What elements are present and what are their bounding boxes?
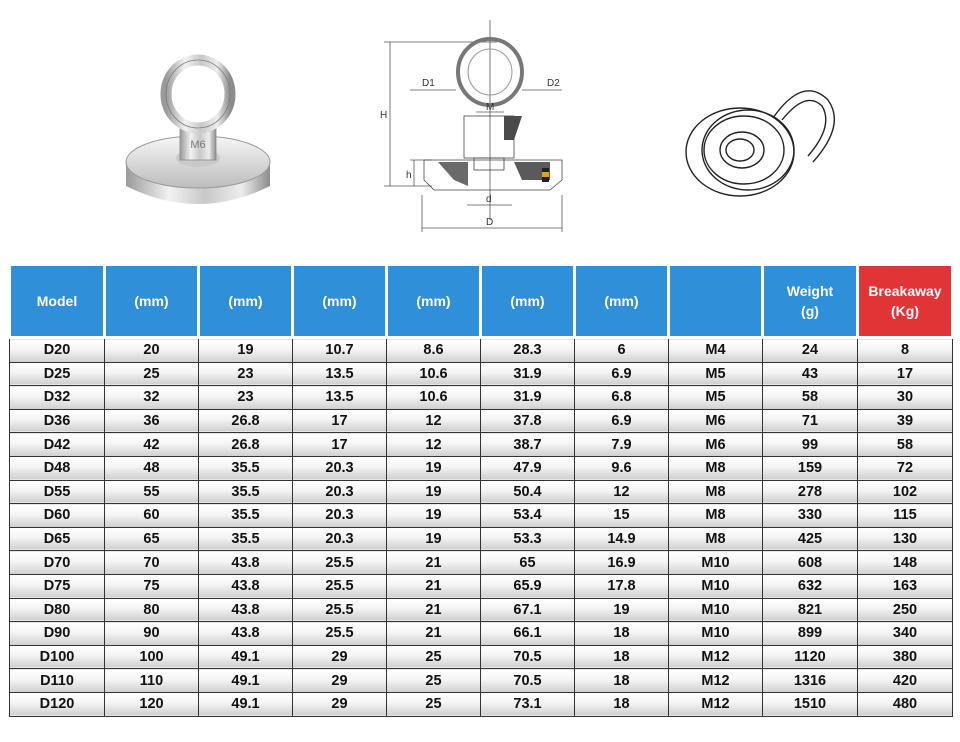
value-cell: 12 bbox=[387, 409, 481, 433]
value-cell: 1120 bbox=[763, 645, 858, 669]
value-cell: 43.8 bbox=[199, 574, 293, 598]
value-cell: M10 bbox=[669, 551, 763, 575]
model-cell: D110 bbox=[10, 669, 105, 693]
model-cell: D65 bbox=[10, 527, 105, 551]
model-cell: D48 bbox=[10, 456, 105, 480]
value-cell: 31.9 bbox=[481, 362, 575, 386]
value-cell: 43 bbox=[763, 362, 858, 386]
value-cell: M8 bbox=[669, 527, 763, 551]
table-row bbox=[10, 338, 953, 363]
header-model: Model bbox=[10, 265, 105, 338]
value-cell: 17.8 bbox=[575, 574, 669, 598]
value-cell: M6 bbox=[669, 409, 763, 433]
value-cell: 420 bbox=[858, 669, 953, 693]
value-cell: M12 bbox=[669, 692, 763, 716]
table-row bbox=[10, 362, 953, 386]
value-cell: 25.5 bbox=[293, 574, 387, 598]
value-cell: 18 bbox=[575, 622, 669, 646]
value-cell: 20.3 bbox=[293, 527, 387, 551]
value-cell: 73.1 bbox=[481, 692, 575, 716]
value-cell: M12 bbox=[669, 645, 763, 669]
header-col-3: (mm) bbox=[293, 265, 387, 338]
value-cell: M5 bbox=[669, 362, 763, 386]
value-cell: 20 bbox=[105, 338, 199, 363]
value-cell: 19 bbox=[387, 456, 481, 480]
dimension-drawing bbox=[372, 20, 587, 240]
table-row bbox=[10, 622, 953, 646]
model-cell: D100 bbox=[10, 645, 105, 669]
model-cell: D20 bbox=[10, 338, 105, 363]
model-cell: D80 bbox=[10, 598, 105, 622]
value-cell: 43.8 bbox=[199, 551, 293, 575]
value-cell: 330 bbox=[763, 504, 858, 528]
value-cell: 49.1 bbox=[199, 669, 293, 693]
value-cell: 25.5 bbox=[293, 598, 387, 622]
value-cell: 37.8 bbox=[481, 409, 575, 433]
value-cell: 10.6 bbox=[387, 362, 481, 386]
value-cell: 1316 bbox=[763, 669, 858, 693]
value-cell: 30 bbox=[858, 386, 953, 410]
value-cell: 35.5 bbox=[199, 480, 293, 504]
value-cell: 25 bbox=[105, 362, 199, 386]
value-cell: 35.5 bbox=[199, 527, 293, 551]
value-cell: 632 bbox=[763, 574, 858, 598]
value-cell: 65 bbox=[105, 527, 199, 551]
value-cell: 49.1 bbox=[199, 645, 293, 669]
value-cell: 380 bbox=[858, 645, 953, 669]
model-cell: D90 bbox=[10, 622, 105, 646]
table-row bbox=[10, 527, 953, 551]
value-cell: 58 bbox=[763, 386, 858, 410]
value-cell: 7.9 bbox=[575, 433, 669, 457]
value-cell: 608 bbox=[763, 551, 858, 575]
value-cell: 17 bbox=[293, 409, 387, 433]
value-cell: 39 bbox=[858, 409, 953, 433]
table-row bbox=[10, 669, 953, 693]
value-cell: 130 bbox=[858, 527, 953, 551]
value-cell: 425 bbox=[763, 527, 858, 551]
value-cell: 65.9 bbox=[481, 574, 575, 598]
value-cell: M8 bbox=[669, 480, 763, 504]
value-cell: 16.9 bbox=[575, 551, 669, 575]
value-cell: 28.3 bbox=[481, 338, 575, 363]
header-col-4: (mm) bbox=[387, 265, 481, 338]
table-row bbox=[10, 386, 953, 410]
value-cell: 42 bbox=[105, 433, 199, 457]
magnet-photo bbox=[118, 54, 278, 224]
value-cell: 24 bbox=[763, 338, 858, 363]
value-cell: 67.1 bbox=[481, 598, 575, 622]
value-cell: 21 bbox=[387, 598, 481, 622]
value-cell: 8.6 bbox=[387, 338, 481, 363]
table-row bbox=[10, 456, 953, 480]
value-cell: 72 bbox=[858, 456, 953, 480]
value-cell: 12 bbox=[575, 480, 669, 504]
value-cell: 6.9 bbox=[575, 409, 669, 433]
value-cell: 25 bbox=[387, 645, 481, 669]
model-cell: D60 bbox=[10, 504, 105, 528]
value-cell: M6 bbox=[669, 433, 763, 457]
header-thread bbox=[669, 265, 763, 338]
value-cell: 58 bbox=[858, 433, 953, 457]
value-cell: 70.5 bbox=[481, 669, 575, 693]
value-cell: 340 bbox=[858, 622, 953, 646]
value-cell: 159 bbox=[763, 456, 858, 480]
specification-table bbox=[8, 263, 954, 717]
value-cell: M4 bbox=[669, 338, 763, 363]
header-col-1: (mm) bbox=[105, 265, 199, 338]
value-cell: 18 bbox=[575, 669, 669, 693]
label-h-upper: H bbox=[380, 110, 388, 121]
value-cell: 70 bbox=[105, 551, 199, 575]
table-row bbox=[10, 692, 953, 716]
value-cell: 99 bbox=[763, 433, 858, 457]
value-cell: 66.1 bbox=[481, 622, 575, 646]
value-cell: 75 bbox=[105, 574, 199, 598]
value-cell: 21 bbox=[387, 622, 481, 646]
value-cell: 19 bbox=[387, 504, 481, 528]
table-row bbox=[10, 551, 953, 575]
model-cell: D55 bbox=[10, 480, 105, 504]
value-cell: 65 bbox=[481, 551, 575, 575]
value-cell: M5 bbox=[669, 386, 763, 410]
value-cell: 13.5 bbox=[293, 386, 387, 410]
label-m: M bbox=[486, 102, 495, 113]
value-cell: M12 bbox=[669, 669, 763, 693]
isometric-drawing bbox=[678, 70, 853, 210]
table-row bbox=[10, 574, 953, 598]
header-col-2: (mm) bbox=[199, 265, 293, 338]
value-cell: 17 bbox=[858, 362, 953, 386]
value-cell: 23 bbox=[199, 362, 293, 386]
label-d2: D2 bbox=[547, 78, 560, 89]
model-cell: D32 bbox=[10, 386, 105, 410]
value-cell: 115 bbox=[858, 504, 953, 528]
value-cell: 110 bbox=[105, 669, 199, 693]
value-cell: 25 bbox=[387, 692, 481, 716]
table-row bbox=[10, 645, 953, 669]
label-h-lower: h bbox=[406, 170, 412, 181]
value-cell: 20.3 bbox=[293, 504, 387, 528]
value-cell: 480 bbox=[858, 692, 953, 716]
value-cell: 38.7 bbox=[481, 433, 575, 457]
value-cell: 21 bbox=[387, 574, 481, 598]
value-cell: 29 bbox=[293, 645, 387, 669]
value-cell: 19 bbox=[575, 598, 669, 622]
value-cell: 25.5 bbox=[293, 622, 387, 646]
value-cell: 1510 bbox=[763, 692, 858, 716]
value-cell: 53.4 bbox=[481, 504, 575, 528]
value-cell: 70.5 bbox=[481, 645, 575, 669]
value-cell: 13.5 bbox=[293, 362, 387, 386]
value-cell: 60 bbox=[105, 504, 199, 528]
value-cell: 821 bbox=[763, 598, 858, 622]
value-cell: 9.6 bbox=[575, 456, 669, 480]
value-cell: M8 bbox=[669, 456, 763, 480]
value-cell: 120 bbox=[105, 692, 199, 716]
value-cell: 20.3 bbox=[293, 456, 387, 480]
value-cell: 90 bbox=[105, 622, 199, 646]
value-cell: 15 bbox=[575, 504, 669, 528]
header-col-5: (mm) bbox=[481, 265, 575, 338]
model-cell: D36 bbox=[10, 409, 105, 433]
table-row bbox=[10, 504, 953, 528]
value-cell: 278 bbox=[763, 480, 858, 504]
value-cell: 36 bbox=[105, 409, 199, 433]
thread-stamp: M6 bbox=[190, 139, 206, 151]
value-cell: 10.7 bbox=[293, 338, 387, 363]
value-cell: 12 bbox=[387, 433, 481, 457]
product-images bbox=[0, 0, 960, 250]
value-cell: 17 bbox=[293, 433, 387, 457]
header-weight: Weight (g) bbox=[763, 265, 858, 338]
value-cell: 6.9 bbox=[575, 362, 669, 386]
value-cell: 21 bbox=[387, 551, 481, 575]
value-cell: 47.9 bbox=[481, 456, 575, 480]
value-cell: 32 bbox=[105, 386, 199, 410]
model-cell: D120 bbox=[10, 692, 105, 716]
value-cell: 8 bbox=[858, 338, 953, 363]
table-row bbox=[10, 433, 953, 457]
value-cell: 102 bbox=[858, 480, 953, 504]
value-cell: M10 bbox=[669, 622, 763, 646]
value-cell: 100 bbox=[105, 645, 199, 669]
label-d-big: D bbox=[486, 217, 494, 228]
table-header-row bbox=[10, 265, 953, 338]
value-cell: 18 bbox=[575, 692, 669, 716]
value-cell: 35.5 bbox=[199, 504, 293, 528]
value-cell: 23 bbox=[199, 386, 293, 410]
value-cell: 29 bbox=[293, 692, 387, 716]
value-cell: 53.3 bbox=[481, 527, 575, 551]
value-cell: 55 bbox=[105, 480, 199, 504]
value-cell: 31.9 bbox=[481, 386, 575, 410]
value-cell: 19 bbox=[199, 338, 293, 363]
value-cell: 148 bbox=[858, 551, 953, 575]
value-cell: 50.4 bbox=[481, 480, 575, 504]
value-cell: 48 bbox=[105, 456, 199, 480]
table-row bbox=[10, 480, 953, 504]
label-d1: D1 bbox=[422, 78, 435, 89]
value-cell: 25 bbox=[387, 669, 481, 693]
value-cell: 43.8 bbox=[199, 598, 293, 622]
value-cell: 250 bbox=[858, 598, 953, 622]
table-row bbox=[10, 409, 953, 433]
value-cell: 80 bbox=[105, 598, 199, 622]
value-cell: 26.8 bbox=[199, 433, 293, 457]
value-cell: 20.3 bbox=[293, 480, 387, 504]
value-cell: 25.5 bbox=[293, 551, 387, 575]
model-cell: D75 bbox=[10, 574, 105, 598]
value-cell: 71 bbox=[763, 409, 858, 433]
value-cell: 163 bbox=[858, 574, 953, 598]
header-breakaway: Breakaway (Kg) bbox=[858, 265, 953, 338]
value-cell: 14.9 bbox=[575, 527, 669, 551]
value-cell: 29 bbox=[293, 669, 387, 693]
model-cell: D42 bbox=[10, 433, 105, 457]
value-cell: 26.8 bbox=[199, 409, 293, 433]
value-cell: 35.5 bbox=[199, 456, 293, 480]
value-cell: 19 bbox=[387, 480, 481, 504]
model-cell: D25 bbox=[10, 362, 105, 386]
value-cell: 6.8 bbox=[575, 386, 669, 410]
value-cell: 899 bbox=[763, 622, 858, 646]
value-cell: M10 bbox=[669, 598, 763, 622]
table-body bbox=[10, 338, 953, 717]
value-cell: M8 bbox=[669, 504, 763, 528]
value-cell: 10.6 bbox=[387, 386, 481, 410]
value-cell: M10 bbox=[669, 574, 763, 598]
table-row bbox=[10, 598, 953, 622]
value-cell: 18 bbox=[575, 645, 669, 669]
model-cell: D70 bbox=[10, 551, 105, 575]
header-col-6: (mm) bbox=[575, 265, 669, 338]
value-cell: 6 bbox=[575, 338, 669, 363]
value-cell: 43.8 bbox=[199, 622, 293, 646]
label-d-small: d bbox=[486, 194, 492, 205]
value-cell: 19 bbox=[387, 527, 481, 551]
value-cell: 49.1 bbox=[199, 692, 293, 716]
